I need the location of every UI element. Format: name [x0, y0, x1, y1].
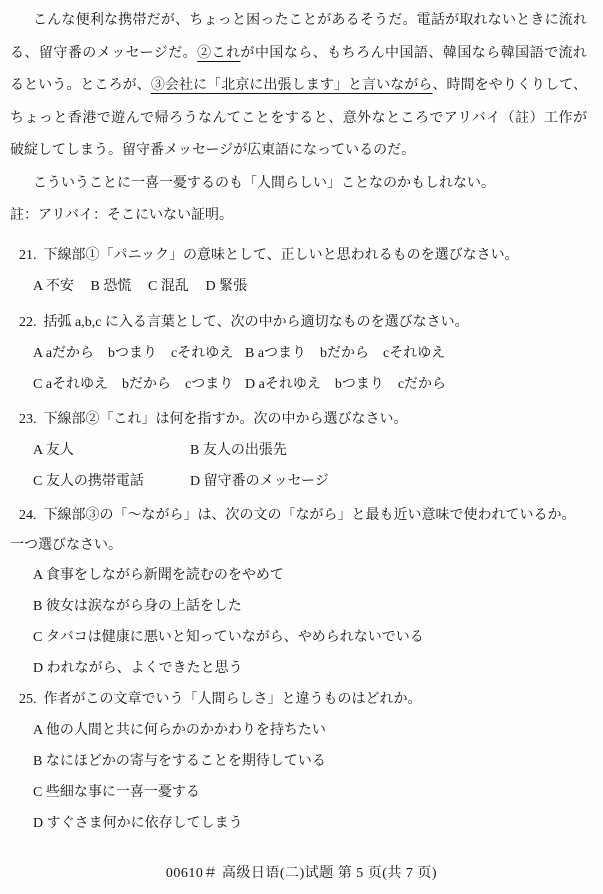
option-a: A aだから bつまり cそれゆえ: [33, 345, 234, 361]
option-a: A 不安: [33, 278, 74, 294]
question-25: [0, 684, 603, 839]
option-c: C 混乱: [148, 278, 189, 294]
option-b: B 恐慌: [90, 278, 132, 294]
question-number: 21.: [19, 247, 37, 263]
question-text-continued: 一つ選びなさい。: [10, 537, 122, 553]
option-b: B 彼女は涙ながら身の上話をした: [33, 598, 242, 614]
question-24-option-a: [33, 560, 603, 591]
question-text: 下線部③の「～ながら」は、次の文の「ながら」と最も近い意味で使われているか。: [43, 507, 576, 523]
question-21-options: [33, 271, 603, 302]
question-24-head: [19, 500, 603, 531]
option-d: D 留守番のメッセージ: [190, 473, 329, 489]
passage-text: る、留守番のメッセージだ。: [10, 45, 198, 61]
question-23: [0, 404, 603, 497]
passage-text: ちょっと香港で遊んで帰ろうなんてことをすると、意外なところでアリバイ（註）工作が: [10, 110, 587, 126]
question-number: 22.: [19, 314, 37, 330]
question-21-head: [19, 240, 603, 271]
question-22: [0, 307, 603, 400]
option-d: D われながら、よくできたと思う: [33, 660, 243, 676]
question-24-option-b: [33, 591, 603, 622]
question-24-option-c: [33, 622, 603, 653]
option-a: A 他の人間と共に何らかのかかわりを持ちたい: [33, 722, 326, 738]
question-text: 下線部①「パニック」の意味として、正しいと思われるものを選びなさい。: [43, 247, 519, 263]
question-25-option-c: [33, 777, 603, 808]
question-number: 23.: [19, 411, 37, 427]
question-24: [0, 500, 603, 684]
option-a: A 食事をしながら新聞を読むのをやめて: [33, 567, 284, 583]
option-c: C 友人の携帯電話: [33, 473, 144, 489]
passage-line-1: [10, 5, 587, 38]
passage-line-5: [10, 135, 587, 168]
passage-text: こんな便利な携帯だが、ちょっと困ったことがあるそうだ。電話が取れないときに流れ: [33, 13, 587, 28]
note-text: 註：アリバイ：そこにいない証明。: [10, 208, 234, 223]
option-c: C タバコは健康に悪いと知っていながら、やめられないでいる: [33, 629, 424, 645]
question-22-options-row-1: [33, 338, 603, 369]
option-b: B なにほどかの寄与をすることを期待している: [33, 753, 326, 769]
passage-text: こういうことに一喜一憂するのも「人間らしい」ことなのかもしれない。: [33, 175, 495, 191]
passage-line-4: [10, 103, 587, 136]
question-24-option-d: [33, 653, 603, 684]
underlined-phrase-3: ③会社に「北京に出張します」と言いながら: [150, 78, 433, 93]
option-b: B 友人の出張先: [190, 442, 287, 458]
passage-line-2: [10, 38, 587, 71]
question-number: 24.: [19, 507, 37, 523]
question-25-option-a: [33, 715, 603, 746]
passage-text: 破綻してしまう。留守番メッセージが広東語になっているのだ。: [10, 143, 416, 158]
question-23-head: [19, 404, 603, 435]
option-c: C 些細な事に一喜一憂する: [33, 784, 200, 800]
passage-text: が中国なら、もちろん中国語、韓国なら韓国語で流れ: [240, 45, 587, 61]
option-d: D 緊張: [205, 278, 248, 294]
page-footer-text: 00610＃ 高级日语(二)试题 第 5 页(共 7 页): [165, 866, 438, 881]
underlined-phrase-2: ②これ: [197, 45, 241, 61]
question-text: 括弧 a,b,c に入る言葉として、次の中から適切なものを選びなさい。: [43, 314, 469, 330]
question-25-option-d: [33, 808, 603, 839]
option-d: D aそれゆえ bつまり cだから: [245, 376, 447, 392]
passage-line-3: [10, 70, 587, 103]
page-footer: [0, 862, 603, 882]
question-number: 25.: [19, 691, 37, 707]
question-text: 作者がこの文章でいう「人間らしさ」と違うものはどれか。: [43, 691, 422, 707]
question-24-head-line-2: [10, 531, 603, 560]
passage-line-6: [10, 168, 587, 201]
option-a: A 友人: [33, 442, 74, 458]
question-21: [0, 240, 603, 302]
question-22-head: [19, 307, 603, 338]
question-text: 下線部②「これ」は何を指すか。次の中から選びなさい。: [43, 411, 408, 427]
question-23-options-row-2: [33, 466, 603, 497]
option-d: D すぐさま何かに依存してしまう: [33, 815, 243, 831]
question-25-head: [19, 684, 603, 715]
passage-text: 、時間をやりくりして、: [432, 78, 588, 93]
question-23-options-row-1: [33, 435, 603, 466]
option-c: C aそれゆえ bだから cつまり: [33, 376, 234, 392]
reading-passage: [0, 5, 603, 233]
passage-note: [10, 200, 587, 233]
option-b: B aつまり bだから cそれゆえ: [245, 345, 446, 361]
passage-text: るという。ところが、: [10, 78, 151, 93]
question-25-option-b: [33, 746, 603, 777]
question-22-options-row-2: [33, 369, 603, 400]
